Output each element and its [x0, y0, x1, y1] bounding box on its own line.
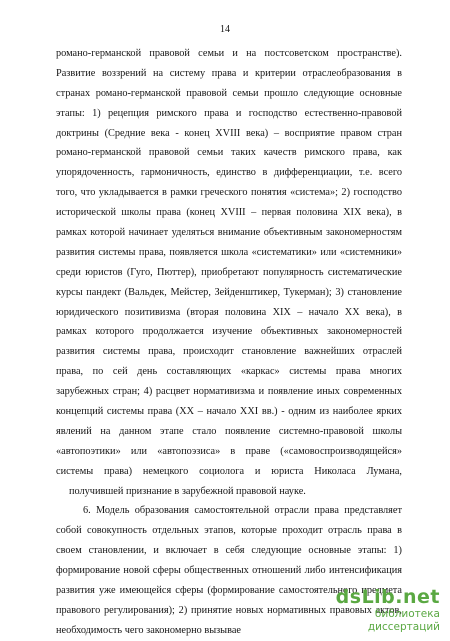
text-line: среди юристов (Гуго, Пюттер), приобретают популярность систематические: [56, 266, 402, 278]
text-line: юридического позитивизма (вторая половина XIX – начало XX века), в: [56, 306, 402, 318]
text-line: упорядоченность, гармоничность, единство в дифференциации, т.е. всего: [56, 167, 402, 179]
text-line: зарубежных стран; 4) расцвет нормативизма и появление иных современных: [56, 386, 402, 398]
text-line: правового регулирования); 2) принятие новых нормативных правовых актов,: [56, 604, 402, 616]
watermark-tagline: библиотека диссертаций: [367, 608, 440, 633]
text-line: 6. Модель образования самостоятельной отрасли права представляет: [83, 505, 402, 517]
text-line: необходимость чего закономерно вызывае: [56, 624, 241, 636]
text-line: формирование новой сферы общественных отношений либо интенсификация: [56, 565, 402, 577]
text-line: развития системы права, появляется школа «систематики» или «системники»: [56, 246, 402, 258]
text-line: этапы: 1) рецепция римского права и господство естественно-правовой: [56, 107, 402, 119]
watermark-domain: dsLib.net: [335, 586, 440, 608]
text-line: доктрины (Средние века - конец XVIII века) – восприятие правом стран: [56, 127, 402, 139]
text-line: концепций системы права (XX – начало XXI вв.) - одним из наиболее ярких: [56, 406, 402, 418]
text-line: романо-германской правовой семьи таких качеств римского права, как: [56, 147, 402, 159]
watermark-logo: [330, 586, 440, 633]
text-line: развития системы права, происходит становление важнейших отраслей: [56, 346, 402, 358]
text-line: курсы пандект (Вальдек, Мейстер, Зейденштикер, Тукерман); 3) становление: [56, 286, 402, 298]
text-line: рамках которого продолжается изучение объективных закономерностей: [56, 326, 402, 338]
text-line: исторической школы права (конец XVIII – первая половина XIX века), в: [56, 207, 402, 219]
text-line: своем становлении, и включает в себя следующие основные этапы: 1): [56, 545, 402, 557]
text-line: «автопоэтики» или «автопоэзиса» в праве («самовоспроизводящейся»: [56, 445, 402, 457]
text-line: странах романо-германской правовой семьи прошло следующие основные: [56, 87, 402, 99]
text-line: получившей признание в зарубежной правовой науке.: [69, 485, 306, 497]
text-line: романо-германской правовой семьи и на постсоветском пространстве).: [56, 48, 402, 59]
text-line: системы права) немецкого социолога и юриста Николаса Лумана,: [56, 465, 402, 477]
text-line: собой совокупность отдельных этапов, которые проходит отрасль права в: [56, 525, 402, 537]
page-number: 14: [220, 24, 230, 35]
text-line: Развитие воззрений на систему права и критерии отраслеобразования в: [56, 67, 402, 79]
text-line: рамках которой начинает уделяться внимание объективным закономерностям: [56, 227, 402, 239]
text-line: явлений на данном этапе стало появление системно-правовой школы: [56, 425, 402, 437]
text-line: права, по сей день составляющих «каркас» системы права многих: [56, 366, 402, 378]
text-line: развития уже имеющейся сферы (формирование самостоятельного предмета: [56, 585, 402, 597]
body-text: [56, 44, 402, 641]
text-line: того, что укладывается в рамки греческого понятия «система»; 2) господство: [56, 187, 402, 199]
